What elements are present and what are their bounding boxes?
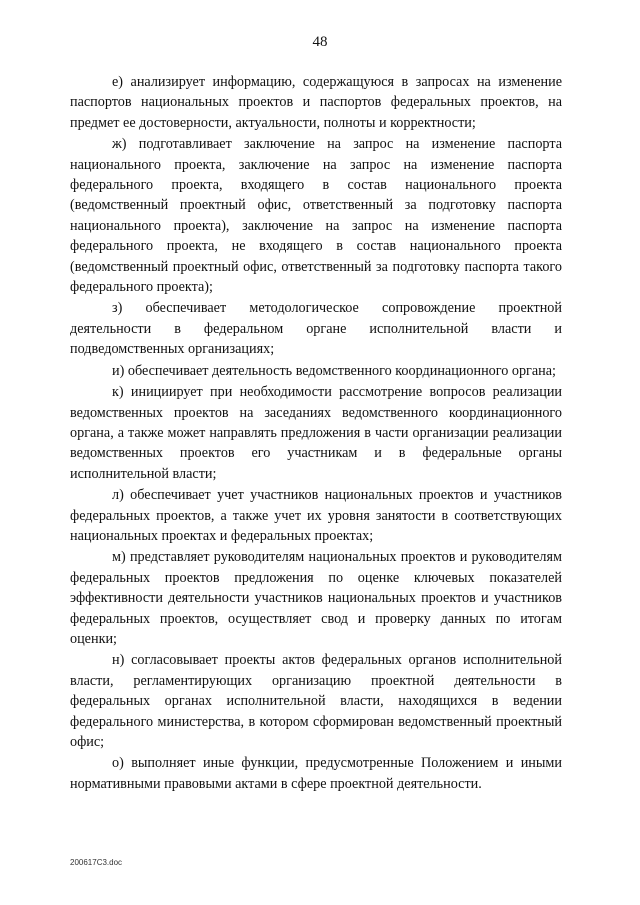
paragraph-m: м) представляет руководителям национальных проектов и руководителям федеральных проектов предложения по оценке ключевых показателей эффективности деятельности участников национальных проектов и участников федеральных проектов, осуществляет свод и проверку данных по итогам оценки; — [70, 549, 562, 647]
paragraph-n: н) согласовывает проекты актов федеральных органов исполнительной власти, регламентирующих организацию проектной деятельности в федеральных органах исполнительной власти, находящихся в ведении федерального министерства, в котором сформирован ведомственный проектный офис; — [70, 652, 562, 750]
footer-doc-code: 200617C3.doc — [70, 858, 123, 867]
paragraph-z: з) обеспечивает методологическое сопровождение проектной деятельности в федеральном органе исполнительной власти и подведомственных организациях; — [70, 300, 562, 358]
paragraph-i: и) обеспечивает деятельность ведомственного координационного органа; — [112, 362, 557, 379]
paragraph-o: о) выполняет иные функции, предусмотренные Положением и иными нормативными правовыми актами в сфере проектной деятельности. — [70, 755, 562, 792]
paragraph-zh: ж) подготавливает заключение на запрос на изменение паспорта национального проекта, заключение на запрос на изменение паспорта федерального проекта, входящего в состав национального проекта (ведомственный проектный офис, ответственный за подготовку паспорта национального проекта), заключение на запрос на изменение паспорта федерального проекта, не входящего в состав национального проекта (ведомственный проектный офис, ответственный за подготовку паспорта такого федерального проекта); — [70, 136, 562, 296]
paragraph-l: л) обеспечивает учет участников национальных проектов и участников федеральных проектов, а также учет их уровня занятости в соответствующих национальных проектах и федеральных проектах; — [70, 487, 562, 544]
body-text — [70, 72, 562, 795]
paragraph-e: е) анализирует информацию, содержащуюся в запросах на изменение паспортов национальных проектов и паспортов федеральных проектов, на предмет ее достоверности, актуальности, полноты и корректности; — [70, 74, 562, 131]
page-number: 48 — [312, 34, 328, 50]
paragraph-k: к) инициирует при необходимости рассмотрение вопросов реализации ведомственных проектов на заседаниях ведомственного координационного органа, а также может направлять предложения в части организации реализации ведомственных проектов его участникам и в федеральные органы исполнительной власти; — [70, 384, 562, 482]
